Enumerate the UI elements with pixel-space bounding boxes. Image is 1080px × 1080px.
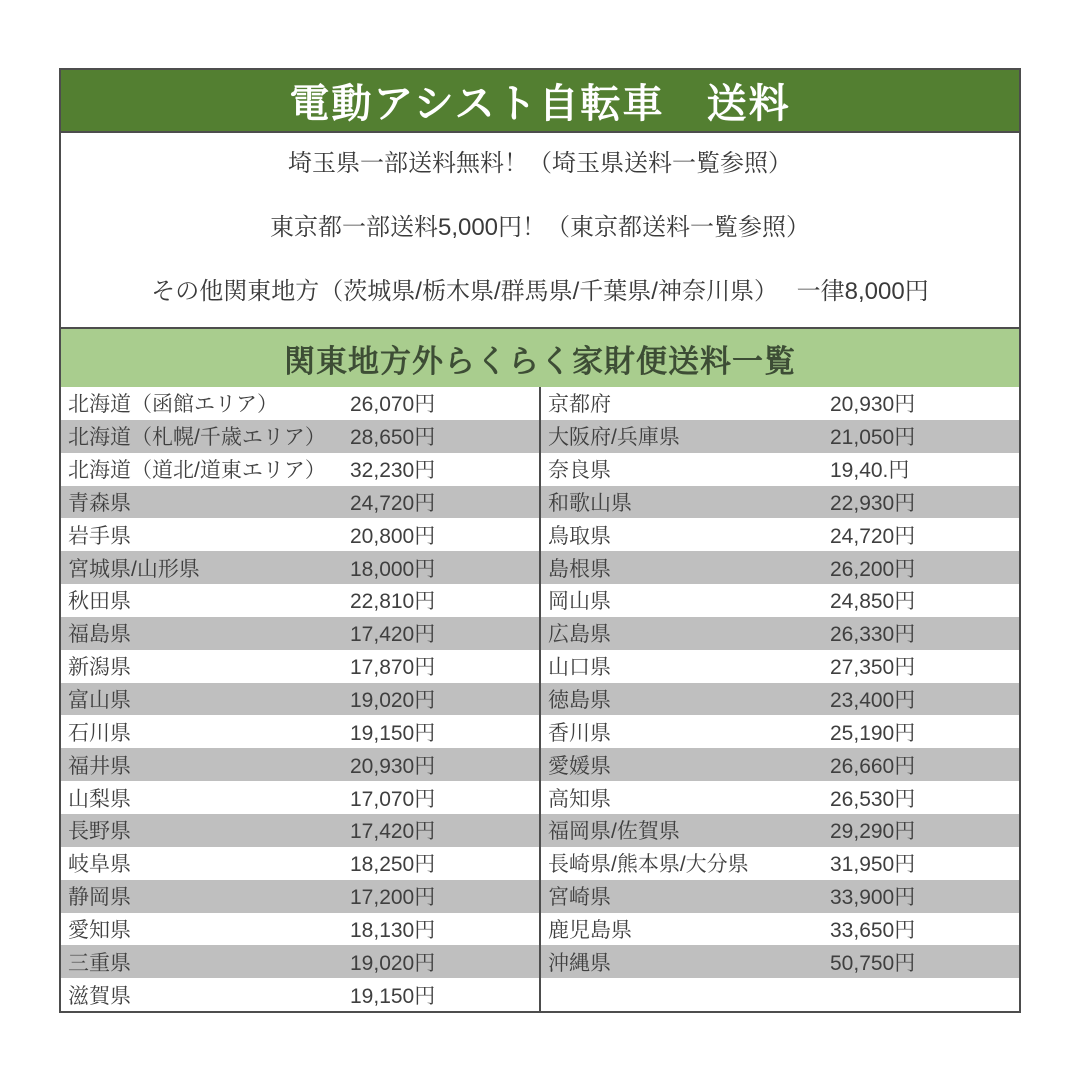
note-saitama: 埼玉県一部送料無料！（埼玉県送料一覧参照） xyxy=(288,150,792,177)
table-row xyxy=(541,518,1019,551)
prefecture-name: 新潟県 xyxy=(68,656,131,680)
prefecture-name: 山口県 xyxy=(548,656,611,680)
table-row xyxy=(61,551,539,584)
table-row xyxy=(541,617,1019,650)
shipping-price: 33,650円 xyxy=(830,918,916,942)
shipping-price: 23,400円 xyxy=(830,689,916,713)
table-row xyxy=(61,420,539,453)
table-row xyxy=(61,913,539,946)
prefecture-name: 岐阜県 xyxy=(68,853,131,877)
prefecture-name: 長崎県/熊本県/大分県 xyxy=(548,853,749,877)
prefecture-name: 北海道（函館エリア） xyxy=(68,393,278,417)
shipping-price: 21,050円 xyxy=(830,426,916,450)
prefecture-name: 愛媛県 xyxy=(548,754,611,778)
shipping-price: 28,650円 xyxy=(350,426,436,450)
table-row xyxy=(61,518,539,551)
table-title-bar xyxy=(61,327,1019,387)
prefecture-name: 大阪府/兵庫県 xyxy=(548,426,680,450)
prefecture-name: 鳥取県 xyxy=(548,524,611,548)
shipping-price: 17,420円 xyxy=(350,623,436,647)
table-row xyxy=(541,453,1019,486)
prefecture-name: 北海道（道北/道東エリア） xyxy=(68,459,326,483)
fee-table xyxy=(61,387,1019,1011)
table-row xyxy=(61,781,539,814)
prefecture-name: 岩手県 xyxy=(68,524,131,548)
prefecture-name: 高知県 xyxy=(548,787,611,811)
table-row xyxy=(541,650,1019,683)
shipping-price: 26,070円 xyxy=(350,393,436,417)
fee-table-left-column xyxy=(61,387,539,1011)
table-row xyxy=(61,978,539,1011)
main-title-bar xyxy=(61,70,1019,133)
prefecture-name: 三重県 xyxy=(68,951,131,975)
prefecture-name: 秋田県 xyxy=(68,590,131,614)
table-row xyxy=(61,617,539,650)
table-row xyxy=(61,945,539,978)
table-row xyxy=(61,715,539,748)
table-row xyxy=(61,748,539,781)
shipping-price: 17,420円 xyxy=(350,820,436,844)
table-row xyxy=(541,814,1019,847)
shipping-price: 50,750円 xyxy=(830,951,916,975)
table-row xyxy=(541,748,1019,781)
table-row xyxy=(61,584,539,617)
prefecture-name: 岡山県 xyxy=(548,590,611,614)
prefecture-name: 広島県 xyxy=(548,623,611,647)
shipping-price: 20,800円 xyxy=(350,524,436,548)
table-row xyxy=(541,978,1019,1011)
prefecture-name: 愛知県 xyxy=(68,918,131,942)
shipping-price: 32,230円 xyxy=(350,459,436,483)
table-row xyxy=(541,387,1019,420)
shipping-price: 24,720円 xyxy=(350,491,436,515)
table-row xyxy=(61,453,539,486)
shipping-price: 19,020円 xyxy=(350,951,436,975)
shipping-price: 19,150円 xyxy=(350,721,436,745)
prefecture-name: 宮崎県 xyxy=(548,886,611,910)
table-row xyxy=(541,945,1019,978)
shipping-price: 29,290円 xyxy=(830,820,916,844)
shipping-price: 22,810円 xyxy=(350,590,436,614)
table-row xyxy=(541,584,1019,617)
shipping-price: 17,200円 xyxy=(350,886,436,910)
notes-section xyxy=(61,133,1019,327)
table-row xyxy=(541,880,1019,913)
prefecture-name: 徳島県 xyxy=(548,689,611,713)
prefecture-name: 福岡県/佐賀県 xyxy=(548,820,680,844)
shipping-price: 26,530円 xyxy=(830,787,916,811)
shipping-price: 22,930円 xyxy=(830,491,916,515)
note-tokyo: 東京都一部送料5,000円！（東京都送料一覧参照） xyxy=(269,214,811,241)
shipping-fee-sheet xyxy=(59,68,1021,1013)
prefecture-name: 沖縄県 xyxy=(548,951,611,975)
prefecture-name: 福島県 xyxy=(68,623,131,647)
shipping-price: 26,330円 xyxy=(830,623,916,647)
table-row xyxy=(61,683,539,716)
table-row xyxy=(541,715,1019,748)
table-row xyxy=(541,781,1019,814)
shipping-price: 19,150円 xyxy=(350,984,436,1008)
prefecture-name: 北海道（札幌/千歳エリア） xyxy=(68,426,326,450)
prefecture-name: 福井県 xyxy=(68,754,131,778)
prefecture-name: 富山県 xyxy=(68,689,131,713)
prefecture-name: 島根県 xyxy=(548,557,611,581)
shipping-price: 18,000円 xyxy=(350,557,436,581)
shipping-price: 27,350円 xyxy=(830,656,916,680)
prefecture-name: 石川県 xyxy=(68,721,131,745)
prefecture-name: 鹿児島県 xyxy=(548,918,632,942)
fee-table-right-column xyxy=(541,387,1019,1011)
prefecture-name: 奈良県 xyxy=(548,459,611,483)
shipping-price: 17,070円 xyxy=(350,787,436,811)
table-row xyxy=(61,847,539,880)
shipping-price: 24,850円 xyxy=(830,590,916,614)
shipping-price: 20,930円 xyxy=(830,393,916,417)
table-row xyxy=(541,683,1019,716)
table-row xyxy=(541,420,1019,453)
prefecture-name: 滋賀県 xyxy=(68,984,131,1008)
prefecture-name: 京都府 xyxy=(548,393,611,417)
shipping-price: 24,720円 xyxy=(830,524,916,548)
table-row xyxy=(61,387,539,420)
table-row xyxy=(541,551,1019,584)
prefecture-name: 長野県 xyxy=(68,820,131,844)
shipping-price: 26,200円 xyxy=(830,557,916,581)
table-row xyxy=(61,814,539,847)
table-row xyxy=(61,880,539,913)
shipping-price: 25,190円 xyxy=(830,721,916,745)
prefecture-name: 山梨県 xyxy=(68,787,131,811)
shipping-price: 18,130円 xyxy=(350,918,436,942)
table-row xyxy=(541,486,1019,519)
shipping-price: 19,40.円 xyxy=(830,459,910,483)
shipping-price: 33,900円 xyxy=(830,886,916,910)
shipping-price: 17,870円 xyxy=(350,656,436,680)
table-row xyxy=(541,913,1019,946)
shipping-price: 19,020円 xyxy=(350,689,436,713)
prefecture-name: 静岡県 xyxy=(68,886,131,910)
shipping-price: 31,950円 xyxy=(830,853,916,877)
note-other-kanto: その他関東地方（茨城県/栃木県/群馬県/千葉県/神奈川県） 一律8,000円 xyxy=(151,278,929,305)
table-row xyxy=(541,847,1019,880)
shipping-price: 18,250円 xyxy=(350,853,436,877)
prefecture-name: 香川県 xyxy=(548,721,611,745)
prefecture-name: 青森県 xyxy=(68,491,131,515)
shipping-price: 26,660円 xyxy=(830,754,916,778)
table-row xyxy=(61,486,539,519)
shipping-price: 20,930円 xyxy=(350,754,436,778)
prefecture-name: 和歌山県 xyxy=(548,491,632,515)
page-title: 電動アシスト自転車 送料 xyxy=(289,82,791,126)
prefecture-name: 宮城県/山形県 xyxy=(68,557,200,581)
table-title: 関東地方外らくらく家財便送料一覧 xyxy=(284,343,796,379)
table-row xyxy=(61,650,539,683)
